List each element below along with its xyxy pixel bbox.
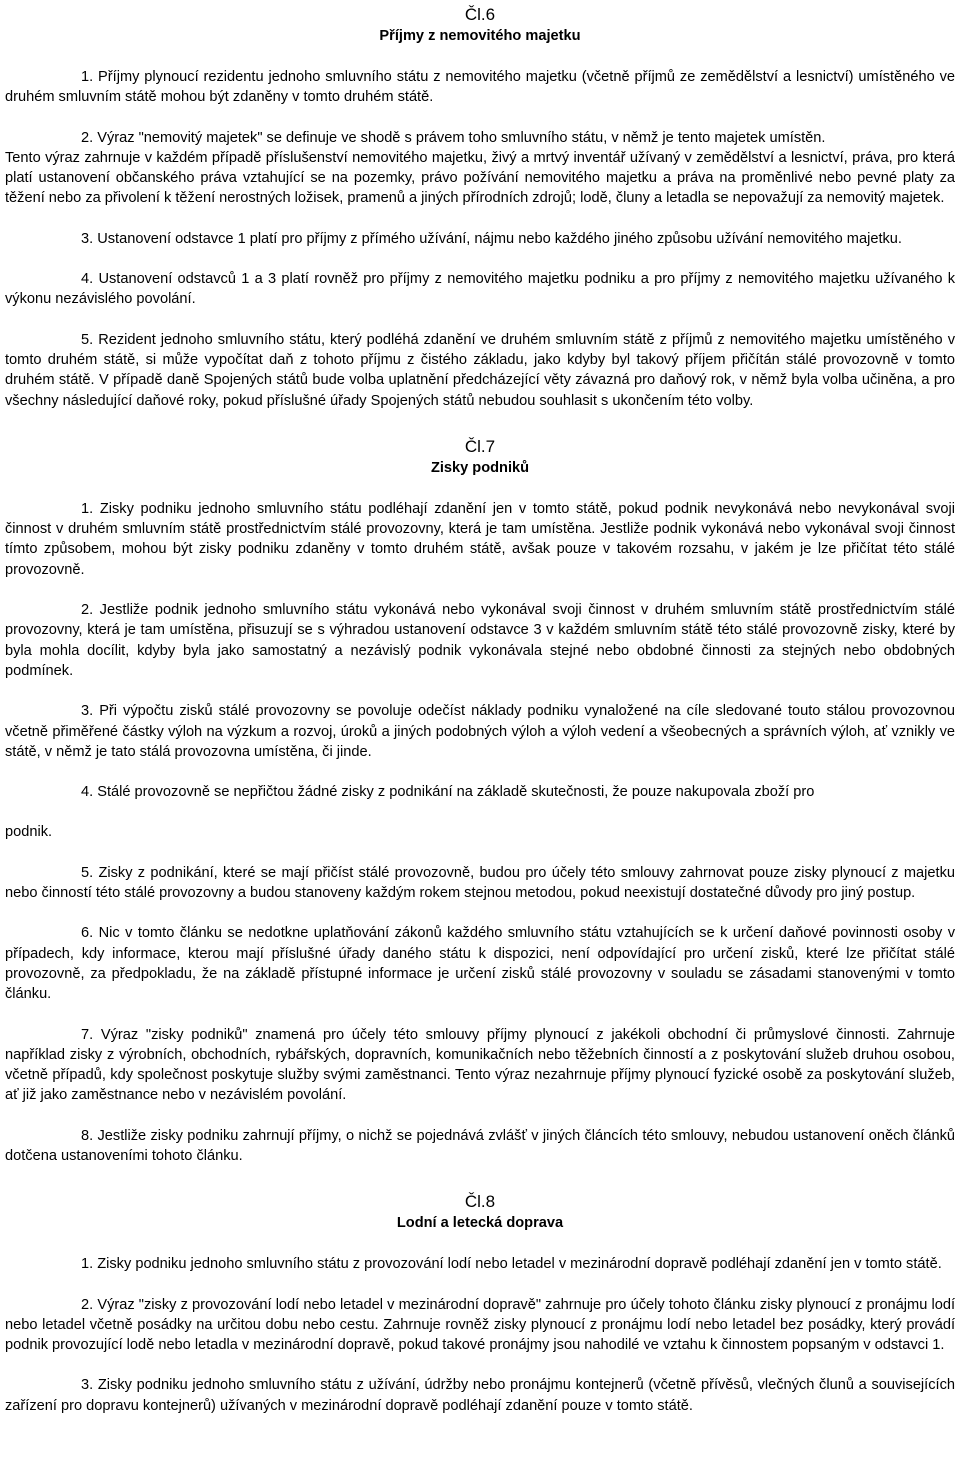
paragraph: 3. Zisky podniku jednoho smluvního státu z užívání, údržby nebo pronájmu kontejnerů (včetně přívěsů, vlečných člunů a souvisejících zařízení pro dopravu kontejnerů) užívaných v mezinárodní dopravě podléhají zdanění pouze v tomto státě. [5, 1377, 955, 1414]
spacer [5, 108, 955, 128]
article-heading [5, 5, 955, 47]
spacer [5, 681, 955, 701]
paragraph: 5. Rezident jednoho smluvního státu, který podléhá zdanění ve druhém smluvním státě z příjmů z nemovitého majetku umístěného v tomto druhém státě, si může vypočítat daň z tohoto příjmu z čistého základu, jako kdyby byl takový příjem přičítán stálé provozovně v tomto druhém státě. V případě daně Spojených států bude volba uplatnění předcházející věty závazná pro daňový rok, v němž byla volba učiněna, a pro všechny následující daňové roky, pokud příslušné úřady Spojených států nebudou souhlasit s ukončením této volby. [5, 331, 955, 409]
paragraph: 1. Zisky podniku jednoho smluvního státu z provozování lodí nebo letadel v mezinárodní dopravě podléhají zdanění jen v tomto státě. [81, 1256, 942, 1273]
paragraph: podnik. [5, 824, 53, 841]
spacer [5, 209, 955, 229]
paragraph: 8. Jestliže zisky podniku zahrnují příjmy, o nichž se pojednává zvlášť v jiných článcích této smlouvy, nebudou ustanovení oněch článků dotčena ustanoveními tohoto článku. [5, 1127, 955, 1164]
paragraph: 7. Výraz "zisky podniků" znamená pro účely této smlouvy příjmy plynoucí z jakékoli obchodní či průmyslové činnosti. Zahrnuje například zisky z výrobních, obchodních, rybářských, dopravních, komunikačních nebo těžebních činností a z poskytování služeb druhou osobou, včetně případů, kdy společnost poskytuje služby svými zaměstnanci. Tento výraz nezahrnuje příjmy plynoucí fyzické osobě za poskytování služeb, ať již jako zaměstnance nebo v nezávislém povolání. [5, 1026, 955, 1104]
spacer [5, 479, 955, 499]
paragraph: 1. Příjmy plynoucí rezidentu jednoho smluvního státu z nemovitého majetku (včetně příjmů ze zemědělství a lesnictví) umístěného ve druhém smluvním státě mohou být zdaněny v tomto druhém státě. [5, 69, 955, 106]
paragraph: 3. Ustanovení odstavce 1 platí pro příjmy z přímého užívání, nájmu nebo každého jiného způsobu užívání nemovitého majetku. [81, 230, 902, 247]
article-title: Zisky podniků [430, 459, 530, 476]
spacer [5, 1005, 955, 1025]
article-title: Lodní a letecká doprava [396, 1215, 564, 1232]
article-number: Čl.6 [464, 5, 496, 24]
paragraph: 4. Stálé provozovně se nepřičtou žádné zisky z podnikání na základě skutečnosti, že pouze nakupovala zboží pro [81, 784, 815, 801]
article-heading [5, 437, 955, 479]
spacer [5, 580, 955, 600]
spacer [5, 903, 955, 923]
spacer [5, 802, 955, 822]
spacer [5, 762, 955, 782]
spacer [5, 249, 955, 269]
spacer [5, 1106, 955, 1126]
spacer [5, 47, 955, 67]
paragraph: 6. Nic v tomto článku se nedotkne uplatňování zákonů každého smluvního státu vztahujících se k určení daňové povinnosti osoby v případech, kdy informace, kterou mají příslušné úřady daného státu k dispozici, není odpovídající pro určení zisků, které lze přičítat stálé provozovně, za předpokladu, že na základě přístupné informace je určení zisků stálé provozovny v souladu se zásadami stanovenými v tomto článku. [5, 925, 955, 1003]
article-heading [5, 1192, 955, 1234]
spacer [5, 1355, 955, 1375]
paragraph: Tento výraz zahrnuje v každém případě příslušenství nemovitého majetku, živý a mrtvý inventář užívaný v zemědělství a lesnictví, práva, pro která platí ustanovení občanského práva vztahující se na pozemky, právo požívání nemovitého majetku a práva na proměnlivé nebo pevné platy za těžení nebo za přivolení k těžení nerostných ložisek, pramenů a jiných přírodních zdrojů; lodě, čluny a letadla se nepovažují za nemovitý majetek. [5, 149, 955, 207]
paragraph: 2. Jestliže podnik jednoho smluvního státu vykonává nebo vykonával svoji činnost v druhém smluvním státě prostřednictvím stálé provozovny, která je tam umístěna, přisuzují se s výhradou ustanovení odstavce 3 v každém smluvním státě této stálé provozovně zisky, které by byla mohla docílit, kdyby byla jako samostatný a nezávislý podnik vykonávala stejné nebo obdobné činnosti za stejných nebo obdobných podmínek. [5, 602, 955, 679]
paragraph: 2. Výraz "nemovitý majetek" se definuje ve shodě s právem toho smluvního státu, v němž je tento majetek umístěn. [81, 129, 826, 146]
paragraph: 1. Zisky podniku jednoho smluvního státu podléhají zdanění jen v tomto státě, pokud podnik nevykonává nebo nevykonával svoji činnost v druhém smluvním státě prostřednictvím stálé provozovny, která je tam umístěna. Jestliže podnik vykonává nebo vykonával svoji činnost tímto způsobem, mohou být zisky podniku zdaněny v tomto druhém státě, avšak pouze v takovém rozsahu, v jakém je lze přičítat této stálé provozovně. [5, 500, 955, 578]
paragraph: 4. Ustanovení odstavců 1 a 3 platí rovněž pro příjmy z nemovitého majetku podniku a pro příjmy z nemovitého majetku užívaného k výkonu nezávislého povolání. [5, 271, 955, 308]
paragraph: 5. Zisky z podnikání, které se mají přičíst stálé provozovně, budou pro účely této smlouvy zahrnovat pouze zisky plynoucí z majetku nebo činností této stálé provozovny a budou stanoveny každým rokem stejnou metodou, pokud neexistují dostatečné důvody pro jiný postup. [5, 864, 955, 902]
article-number: Čl.8 [464, 1192, 496, 1212]
spacer [5, 1275, 955, 1295]
spacer [5, 1166, 955, 1192]
article-number: Čl.7 [464, 436, 496, 456]
spacer [5, 310, 955, 330]
article-title: Příjmy z nemovitého majetku [379, 28, 581, 44]
spacer [5, 843, 955, 863]
spacer [5, 1234, 955, 1254]
paragraph: 3. Při výpočtu zisků stálé provozovny se povoluje odečíst náklady podniku vynaložené na cíle sledované touto stálou provozovnou včetně přiměřené částky výloh na výzkum a rozvoj, úroků a jiných podobných výloh a výloh vedení a všeobecných a správních výloh, ať vznikly ve státě, v němž je tato stálá provozovna umístěna, či jinde. [5, 703, 955, 760]
paragraph: 2. Výraz "zisky z provozování lodí nebo letadel v mezinárodní dopravě" zahrnuje pro účely tohoto článku zisky plynoucí z pronájmu lodí nebo letadel včetně posádky na určitou dobu nebo cestu. Zahrnuje rovněž zisky plynoucí z pronájmu lodí nebo letadel bez posádky, který provádí podnik provozující lodě nebo letadla v mezinárodní dopravě, pokud takové pronájmy jsou nahodilé ve vztahu k činnostem popsaným v odstavci 1. [5, 1296, 955, 1354]
spacer [5, 411, 955, 437]
